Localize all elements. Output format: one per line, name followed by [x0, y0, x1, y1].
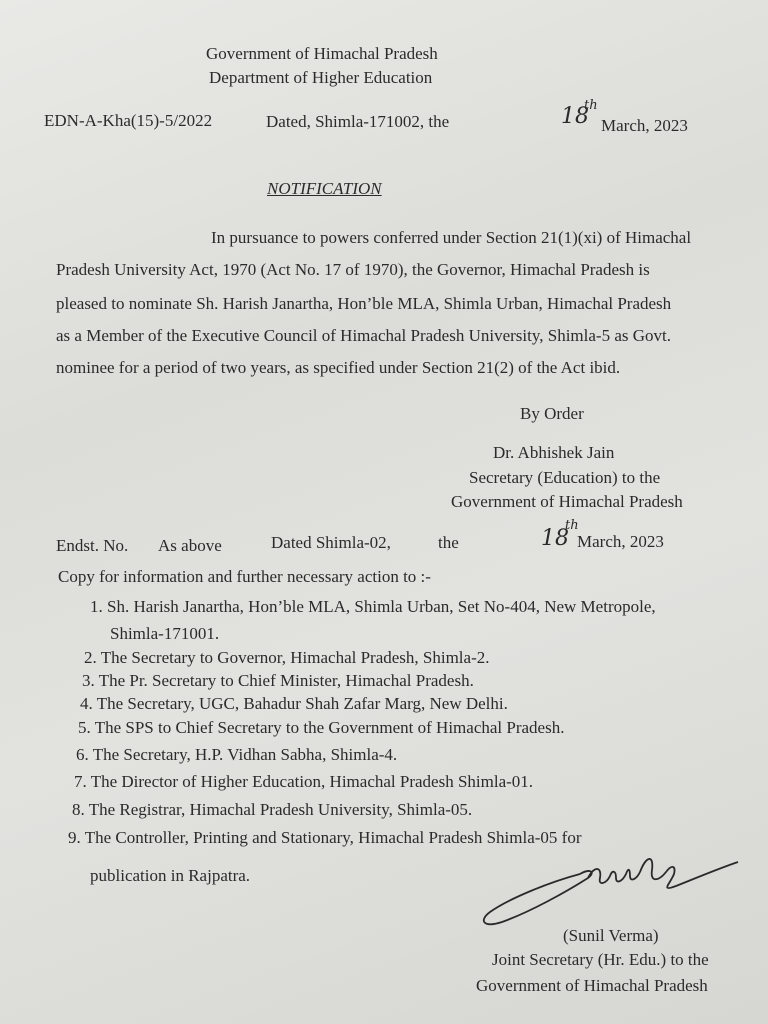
order-signatory-office: Government of Himachal Pradesh [451, 492, 683, 511]
handwritten-day: 18 [561, 104, 589, 129]
header-line-1: Government of Himachal Pradesh [206, 44, 438, 63]
list-text: Sh. Harish Janartha, Hon’ble MLA, Shimla Urban, Set No-404, New Metropole, [107, 597, 656, 616]
list-item [78, 718, 564, 738]
list-number: 9. [68, 828, 81, 847]
list-item-continuation: publication in Rajpatra. [90, 866, 251, 885]
list-number: 3. [82, 671, 95, 690]
by-order: By Order [520, 404, 584, 423]
list-item [82, 671, 474, 691]
order-signatory-designation: Secretary (Education) to the [469, 468, 661, 487]
list-item-continuation: Shimla-171001. [110, 624, 220, 643]
list-number: 8. [72, 800, 85, 819]
list-item [80, 694, 508, 714]
list-text: The Secretary, H.P. Vidhan Sabha, Shimla-4. [92, 745, 398, 764]
notification-line: as a Member of the Executive Council of Himachal Pradesh University, Shimla-5 as Govt. [56, 326, 671, 345]
list-number: 6. [76, 745, 89, 764]
reference-dated: Dated, Shimla-171002, the [266, 112, 450, 131]
list-item [90, 597, 656, 617]
list-number: 1. [90, 597, 103, 616]
notification-title: NOTIFICATION [267, 179, 382, 198]
endorsement-dated: Dated Shimla-02, [271, 533, 391, 552]
list-text: The Pr. Secretary to Chief Minister, Himachal Pradesh. [98, 671, 474, 690]
list-text: The Controller, Printing and Stationary, Himachal Pradesh Shimla-05 for [84, 828, 582, 847]
handwritten-endorsement-day: 18 [541, 526, 569, 551]
list-item [84, 648, 490, 668]
handwritten-signature [470, 848, 750, 938]
list-item [74, 772, 533, 792]
notification-line: nominee for a period of two years, as specified under Section 21(2) of the Act ibid. [56, 358, 621, 377]
list-number: 5. [78, 718, 91, 737]
endorsement-the: the [438, 533, 459, 552]
list-text: The Secretary to Governor, Himachal Pradesh, Shimla-2. [100, 648, 490, 667]
copy-to-line: Copy for information and further necessary action to :- [58, 567, 431, 586]
handwritten-day-suffix: th [584, 98, 598, 113]
notification-line: In pursuance to powers conferred under Section 21(1)(xi) of Himachal [211, 228, 692, 247]
endorsement-number-label: Endst. No. [56, 536, 129, 555]
list-text: The Registrar, Himachal Pradesh University, Shimla-05. [88, 800, 473, 819]
endorsement-month-year: March, 2023 [577, 532, 664, 551]
list-item [68, 828, 582, 848]
signatory-office: Government of Himachal Pradesh [476, 976, 708, 995]
list-item [72, 800, 472, 820]
header-line-2: Department of Higher Education [209, 68, 433, 87]
list-number: 4. [80, 694, 93, 713]
list-item [76, 745, 397, 765]
order-signatory-name: Dr. Abhishek Jain [493, 443, 615, 462]
notification-line: Pradesh University Act, 1970 (Act No. 17 of 1970), the Governor, Himachal Pradesh is [56, 260, 650, 279]
notification-line: pleased to nominate Sh. Harish Janartha, Hon’ble MLA, Shimla Urban, Himachal Pradesh [56, 294, 672, 313]
handwritten-endorsement-day-suffix: th [565, 518, 579, 533]
endorsement-as-above: As above [158, 536, 222, 555]
reference-month-year: March, 2023 [601, 116, 688, 135]
list-text: The Director of Higher Education, Himachal Pradesh Shimla-01. [90, 772, 534, 791]
list-number: 7. [74, 772, 87, 791]
list-text: The Secretary, UGC, Bahadur Shah Zafar Marg, New Delhi. [96, 694, 508, 713]
signatory-name: (Sunil Verma) [563, 926, 659, 945]
reference-number: EDN-A-Kha(15)-5/2022 [44, 111, 213, 130]
list-text: The SPS to Chief Secretary to the Government of Himachal Pradesh. [94, 718, 565, 737]
signatory-designation: Joint Secretary (Hr. Edu.) to the [492, 950, 709, 969]
list-number: 2. [84, 648, 97, 667]
